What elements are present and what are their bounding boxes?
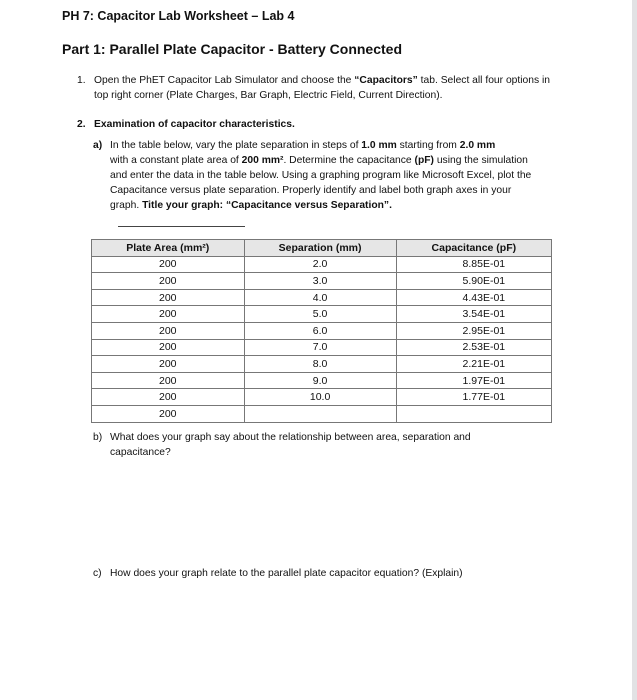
header-separation: Separation (mm): [244, 240, 396, 257]
question-1: [77, 73, 551, 101]
text: Capacitance versus plate separation. Properly identify and label both graph axes in your: [110, 185, 512, 196]
table-row: [92, 389, 552, 406]
cell-area: 200: [92, 306, 245, 323]
header-capacitance: Capacitance (pF): [396, 240, 551, 257]
table-row: [92, 273, 552, 290]
table-row: [92, 372, 552, 389]
text: Title your graph: “Capacitance versus Separation”.: [142, 200, 392, 211]
text: capacitance?: [110, 447, 171, 458]
text: 1.0 mm: [361, 140, 397, 151]
cell-capacitance: 4.43E-01: [396, 289, 551, 306]
cell-capacitance: 5.90E-01: [396, 273, 551, 290]
text: and enter the data in the table below. Using a graphing program like Microsoft Excel, plot the: [110, 170, 532, 181]
table-row: [92, 256, 552, 273]
text: starting from: [396, 140, 460, 151]
question-2b: [93, 430, 471, 458]
cell-capacitance: 3.54E-01: [396, 306, 551, 323]
cell-area: 200: [92, 256, 245, 273]
cell-capacitance: 1.97E-01: [396, 372, 551, 389]
cell-separation: 5.0: [244, 306, 396, 323]
cell-capacitance: [396, 405, 551, 422]
text: using the simulation: [433, 155, 528, 166]
cell-area: 200: [92, 372, 245, 389]
cell-area: 200: [92, 389, 245, 406]
data-table: [91, 239, 552, 423]
question-number: 2.: [77, 119, 86, 130]
text: graph.: [110, 200, 143, 211]
question-label: c): [93, 568, 102, 579]
cell-capacitance: 2.95E-01: [396, 322, 551, 339]
cell-separation: 6.0: [244, 322, 396, 339]
text: What does your graph say about the relationship between area, separation and: [110, 432, 471, 443]
text: 2.0 mm: [459, 140, 496, 151]
cell-area: 200: [92, 273, 245, 290]
question-number: 1.: [77, 75, 86, 86]
question-2: [77, 117, 295, 132]
answer-line: [118, 226, 245, 227]
table-row: [92, 405, 552, 422]
cell-capacitance: 1.77E-01: [396, 389, 551, 406]
cell-separation: 2.0: [244, 256, 396, 273]
text: tab. Select all four options in: [417, 75, 551, 86]
table-row: [92, 289, 552, 306]
question-label: a): [93, 140, 103, 151]
header-plate-area: Plate Area (mm²): [92, 240, 245, 257]
text: In the table below, vary the plate separation in steps of: [110, 140, 362, 151]
question-2a: [93, 138, 532, 211]
table-row: [92, 339, 552, 356]
cell-capacitance: 2.21E-01: [396, 356, 551, 373]
cell-separation: 7.0: [244, 339, 396, 356]
page-edge: [632, 0, 637, 700]
question-2c: [93, 566, 463, 581]
question-label: b): [93, 432, 103, 443]
table-row: [92, 306, 552, 323]
cell-capacitance: 2.53E-01: [396, 339, 551, 356]
worksheet-title: PH 7: Capacitor Lab Worksheet – Lab 4: [62, 9, 295, 23]
cell-separation: 3.0: [244, 273, 396, 290]
cell-capacitance: 8.85E-01: [396, 256, 551, 273]
text: . Determine the capacitance: [283, 155, 415, 166]
cell-area: 200: [92, 289, 245, 306]
cell-separation: 4.0: [244, 289, 396, 306]
text: 200 mm²: [241, 155, 284, 166]
cell-separation: 9.0: [244, 372, 396, 389]
text: top right corner (Plate Charges, Bar Graph, Electric Field, Current Direction).: [94, 90, 443, 101]
cell-separation: 10.0: [244, 389, 396, 406]
cell-separation: [244, 405, 396, 422]
text: “Capacitors”: [354, 75, 418, 86]
cell-area: 200: [92, 356, 245, 373]
table-row: [92, 356, 552, 373]
cell-separation: 8.0: [244, 356, 396, 373]
cell-area: 200: [92, 405, 245, 422]
table-row: [92, 322, 552, 339]
question-text: Examination of capacitor characteristics.: [94, 119, 295, 130]
question-text: How does your graph relate to the parallel plate capacitor equation? (Explain): [110, 568, 463, 579]
text: (pF): [414, 155, 434, 166]
text: Open the PhET Capacitor Lab Simulator and choose the: [94, 75, 355, 86]
text: with a constant plate area of: [110, 155, 242, 166]
part-heading: Part 1: Parallel Plate Capacitor - Battery Connected: [62, 41, 402, 57]
cell-area: 200: [92, 339, 245, 356]
cell-area: 200: [92, 322, 245, 339]
